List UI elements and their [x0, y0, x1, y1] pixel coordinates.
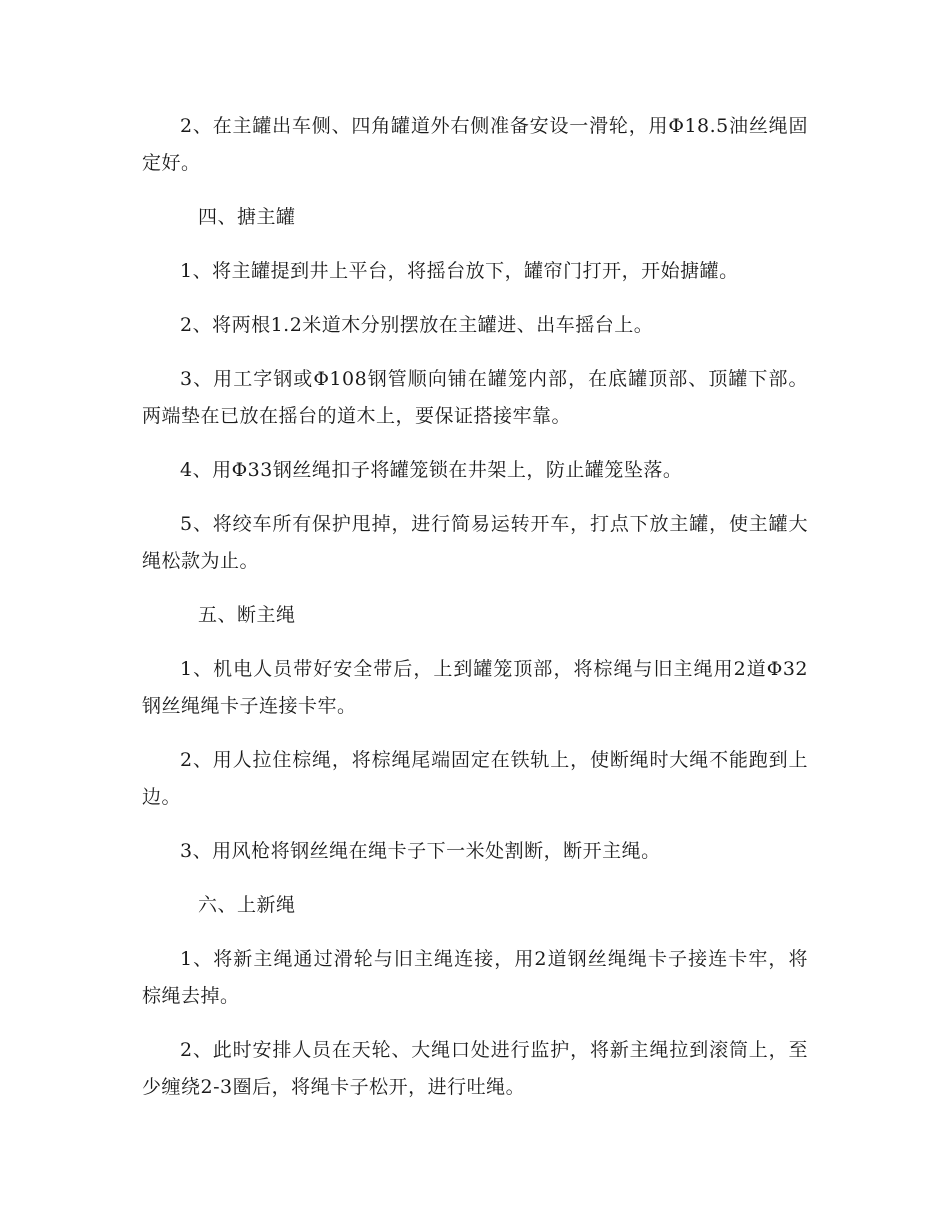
paragraph-4-5: 5、将绞车所有保护甩掉，进行简易运转开车，打点下放主罐，使主罐大绳松款为止。: [142, 513, 808, 572]
paragraph-6-1: 1、将新主绳通过滑轮与旧主绳连接，用2道钢丝绳绳卡子接连卡牢，将棕绳去掉。: [142, 948, 808, 1007]
paragraph-5-2: 2、用人拉住棕绳，将棕绳尾端固定在铁轨上，使断绳时大绳不能跑到上边。: [142, 749, 808, 808]
paragraph-4-3: 3、用工字钢或Φ108钢管顺向铺在罐笼内部，在底罐顶部、顶罐下部。两端垫在已放在摇台的道木上，要保证搭接牢靠。: [142, 368, 808, 427]
paragraph-5-1: 1、机电人员带好安全带后，上到罐笼顶部，将棕绳与旧主绳用2道Φ32钢丝绳绳卡子连接卡牢。: [142, 658, 808, 717]
paragraph-5-3: 3、用风枪将钢丝绳在绳卡子下一米处割断，断开主绳。: [180, 840, 661, 862]
section-heading-5: 五、断主绳: [198, 604, 296, 626]
paragraph-4-4: 4、用Φ33钢丝绳扣子将罐笼锁在井架上，防止罐笼坠落。: [180, 459, 683, 481]
document-body: [142, 108, 808, 1123]
paragraph-4-1: 1、将主罐提到井上平台，将摇台放下，罐帘门打开，开始搪罐。: [180, 260, 739, 282]
paragraph-4-2: 2、将两根1.2米道木分别摆放在主罐进、出车摇台上。: [180, 314, 654, 336]
section-heading-4: 四、搪主罐: [198, 206, 296, 228]
paragraph-6-2: 2、此时安排人员在天轮、大绳口处进行监护，将新主绳拉到滚筒上，至少缠绕2-3圈后，将绳卡子松开，进行吐绳。: [142, 1039, 808, 1098]
paragraph-pulley-setup: 2、在主罐出车侧、四角罐道外右侧准备安设一滑轮，用Φ18.5油丝绳固定好。: [142, 115, 808, 174]
section-heading-6: 六、上新绳: [198, 894, 296, 916]
